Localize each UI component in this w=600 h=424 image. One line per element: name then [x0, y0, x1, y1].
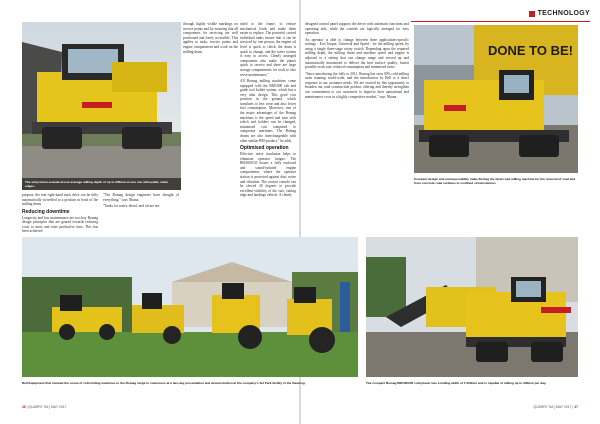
- text-column-3: [240, 22, 296, 200]
- text-column-4: [305, 22, 409, 101]
- paragraph: "Tanks for water, diesel, and oil are not: [103, 203, 160, 208]
- photo-caption: Bell Equipment that showed the scene of cold milling machines to the Bomag range to customers at a two-day presentation and demonstration at the company's Jet Park facility in the Gauteng.: [22, 381, 306, 385]
- paragraph: "The Bomag design engineers have thought of everything," says Nkuna.: [103, 193, 179, 202]
- paragraph: purpose, the rear right-hand track drive can be fully automatically swivelled to a position in front of the milling drum.: [22, 193, 98, 207]
- section-marker: [529, 11, 535, 17]
- magazine-name: QUARRY SA: [533, 405, 554, 409]
- photo-milling-machine: [22, 22, 181, 190]
- paragraph: Longevity and low maintenance are two key Bomag design principles that are geared towards reducing costs to users and raise productive time. This has been achieved: [22, 215, 98, 234]
- paragraph: Effective noise insulation helps to eliminate operator fatigue. The BM1000/35 boasts a fully enclosed and sound-isolated engine compartment, where the operator station is protected against dust, noise and vibration. The control console can be slewed 40 degrees to provide excellent visibility of the cuts, cutting edge and landings vehicle. A clearly: [240, 152, 296, 198]
- text-column-2-top: [183, 22, 238, 56]
- page-number: 37: [574, 405, 578, 409]
- issue-date: MAY 2017: [555, 405, 572, 409]
- section-tag: [529, 10, 590, 17]
- page-number: 36: [22, 405, 26, 409]
- section-rule: [411, 21, 590, 22]
- subheading: Optimised operation: [240, 145, 289, 152]
- banner-text: DONE TO BE!: [488, 43, 573, 58]
- magazine-name: QUARRY SA: [28, 405, 49, 409]
- photo-machine-display: [22, 237, 358, 377]
- photo-compact-planer: [414, 25, 578, 173]
- paragraph: "Since introducing the fully to 2011, Bomag has seen 30% cold milling units roaming world-wide, and the introduction by Bell is a direct response to our customer needs. We are excited by this opportunity to broaden our road construction product offering and thereby strengthen our commitment to our customers to improve their operational and maintenance costs in a highly competitive market," says Nkuna.: [305, 71, 409, 99]
- photo-cold-planer: [366, 237, 578, 377]
- section-label: TECHNOLOGY: [537, 10, 590, 17]
- folio-right: QUARRY SA | MAY 2017 | 37: [533, 405, 578, 409]
- subheading: Reducing downtime: [22, 208, 70, 215]
- paragraph: through highly visible markings on service points and by ensuring that all components for servicing are well positioned and freely accessible. This applies to tasks, service points and engine compartment and work on the milling drum.: [183, 22, 238, 54]
- photo-caption: The sixty-tonne-a-week-of-use average milling depth of up to 330mm-in one cut, with pallet, clean edges.: [22, 178, 181, 190]
- paragraph: ruled to the frame, to reduce mechanical loads and make them easier to replace. The powerful curved individual tanks ensure that it can be serviced by one person, the engine oil level is quick to check, the drum is quick to change, and the water system is easy to access. Clearly arranged components also make the planer quick to service and there are large storage compartments for tools to also serve maintenance.": [240, 22, 296, 77]
- paragraph: All Bomag milling machines come equipped with the BM1000 cab and guide tool holder system, which has a very slim design. This good cost position in the ground, which translates to less wear and also lower fuel consumption. Moreover, one of the major advantages of the Bomag machines is the speed and ease with which tool holders can be changed, minimised cost compared to competitor machines. The Bomag drums are also interchangeable with other similar BM-product," he adds.: [240, 78, 296, 143]
- text-column-1: [22, 193, 98, 236]
- text-column-2: [103, 193, 179, 210]
- paragraph: An operator is able to change between three applications-specific settings - Eco/Torque, Universal and Speed - for the milling speed, by using a single three-stage rotary switch. Depending upon the required milling depth, the milling drum and machine speed and engine is adjusted to a setting that can change range and revved up and automatically maximised to deliver the best surface quality, fastest possible work rate, reduced consumption and minimised noise.: [305, 37, 409, 70]
- photo-caption: Compact design and manoeuvrability make Bomag the ideal road milling machine for the removal of road and from concrete road surfaces in confined circumstances: [414, 177, 576, 186]
- photo-caption: The compact Bomag BM1000/35 cold planer has a milling width of 1 000mm and is capable of milling up to 330mm per day.: [366, 381, 547, 385]
- issue-date: MAY 2017: [50, 405, 67, 409]
- folio-left: 36 | QUARRY SA | MAY 2017: [22, 405, 67, 409]
- paragraph: designed control panel supports the driver with automatic functions and operating aids, while the controls are logically arranged for easy operation.: [305, 22, 409, 36]
